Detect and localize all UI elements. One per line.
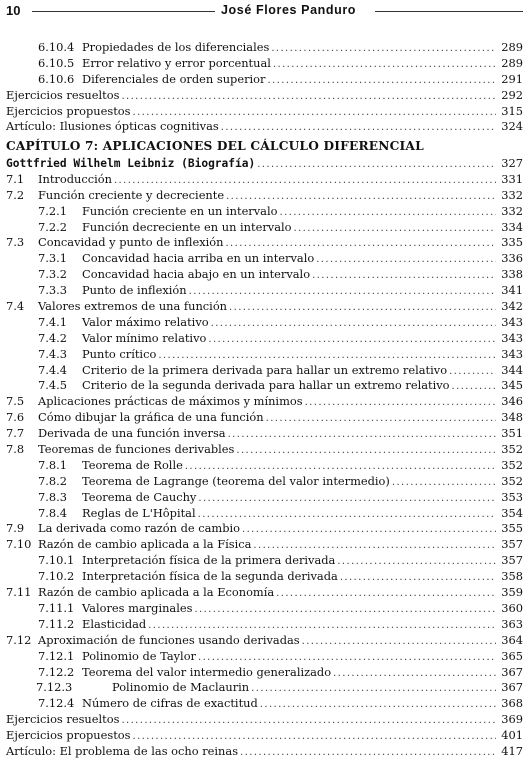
section-number: 7.4 <box>6 299 25 314</box>
leader-dots <box>337 554 496 570</box>
section-number: 7.8.1 <box>38 457 67 472</box>
page-ref: 292 <box>501 87 523 102</box>
section-title: Ejercicios resueltos <box>6 87 120 102</box>
section-title: Valor máximo relativo <box>82 314 209 329</box>
page-ref: 344 <box>501 362 523 377</box>
toc-row[interactable] <box>6 394 523 410</box>
leader-dots <box>251 681 496 697</box>
page-ref: 352 <box>501 442 523 457</box>
toc-row[interactable] <box>6 553 523 569</box>
section-number: 7.3.2 <box>38 267 67 282</box>
page-ref: 360 <box>501 600 523 615</box>
leader-dots <box>294 221 496 237</box>
toc-row[interactable] <box>6 490 523 506</box>
page-ref: 338 <box>501 267 523 282</box>
toc-row[interactable] <box>6 204 523 220</box>
leader-dots <box>121 89 496 105</box>
page-ref: 345 <box>501 378 523 393</box>
toc-row[interactable] <box>6 410 523 426</box>
section-number: 7.5 <box>6 394 25 409</box>
section-number: 7.6 <box>6 410 25 425</box>
section-number: 7.12.1 <box>38 648 75 663</box>
toc-row[interactable] <box>6 633 523 649</box>
page-ref: 335 <box>501 235 523 250</box>
page-ref: 346 <box>501 394 523 409</box>
section-title: Interpretación física de la segunda derivada <box>82 569 338 584</box>
page-ref: 368 <box>501 696 523 711</box>
leader-dots <box>333 666 496 682</box>
toc-row[interactable] <box>6 744 523 760</box>
section-title: Artículo: Ilusiones ópticas cognitivas <box>6 119 219 134</box>
section-title: Ejercicios propuestos <box>6 103 131 118</box>
toc-row-biography[interactable] <box>6 156 523 172</box>
section-number: 7.3.1 <box>38 251 67 266</box>
section-title: Concavidad hacia abajo en un intervalo <box>82 267 311 282</box>
page-ref: 401 <box>501 728 523 743</box>
section-title: La derivada como razón de cambio <box>38 521 241 536</box>
section-title: Concavidad hacia arriba en un intervalo <box>82 251 315 266</box>
section-number: 6.10.6 <box>38 71 75 86</box>
section-title: Criterio de la primera derivada para hallar un extremo relativo <box>82 362 448 377</box>
page-ref: 363 <box>501 616 523 631</box>
section-title: Elasticidad <box>82 616 147 631</box>
leader-dots <box>392 475 496 491</box>
leader-dots <box>257 157 496 173</box>
toc-row[interactable] <box>6 569 523 585</box>
section-number: 7.1 <box>6 171 25 186</box>
section-number: 7.9 <box>6 521 25 536</box>
page-ref: 359 <box>501 585 523 600</box>
section-title: Diferenciales de orden superior <box>82 71 266 86</box>
leader-dots <box>253 538 496 554</box>
leader-dots <box>276 586 496 602</box>
section-title: Artículo: El problema de las ocho reinas <box>6 743 239 758</box>
leader-dots <box>279 205 496 221</box>
leader-dots <box>242 522 496 538</box>
leader-dots <box>226 189 496 205</box>
toc-row[interactable] <box>6 378 523 394</box>
toc-row[interactable] <box>6 331 523 347</box>
section-title: Punto de inflexión <box>82 283 187 298</box>
leader-dots <box>302 634 496 650</box>
section-number: 6.10.5 <box>38 55 75 70</box>
toc-row[interactable] <box>6 665 523 681</box>
section-number: 7.3.3 <box>38 283 67 298</box>
page-ref: 341 <box>501 283 523 298</box>
leader-dots <box>198 650 496 666</box>
page-ref: 357 <box>501 537 523 552</box>
toc-row[interactable] <box>6 712 523 728</box>
page-number: 10 <box>6 3 21 18</box>
leader-dots <box>316 252 496 268</box>
toc-row[interactable] <box>6 104 523 120</box>
section-number: 7.4.2 <box>38 330 67 345</box>
section-title: Número de cifras de exactitud <box>82 696 258 711</box>
biography-title: Gottfried Wilhelm Leibniz (Biografía) <box>6 157 256 170</box>
toc-row[interactable] <box>6 696 523 712</box>
header-rule-right <box>375 11 523 12</box>
section-title: Introducción <box>38 171 112 186</box>
section-number: 7.2.2 <box>38 219 67 234</box>
page-ref: 327 <box>501 156 523 170</box>
toc-row[interactable] <box>6 363 523 379</box>
toc-section-before <box>6 40 523 135</box>
section-title: Criterio de la segunda derivada para hallar un extremo relativo <box>82 378 450 393</box>
section-title: Error relativo y error porcentual <box>82 55 271 70</box>
section-title: Ejercicios propuestos <box>6 728 131 743</box>
section-title: Razón de cambio aplicada a la Economía <box>38 585 275 600</box>
section-number: 7.10.2 <box>38 569 75 584</box>
toc-row[interactable] <box>6 474 523 490</box>
section-number: 7.12.2 <box>38 664 75 679</box>
page-ref: 353 <box>501 489 523 504</box>
page-ref: 331 <box>501 171 523 186</box>
page-ref: 315 <box>501 103 523 118</box>
chapter-title: CAPÍTULO 7: APLICACIONES DEL CÁLCULO DIFERENCIAL <box>6 139 424 153</box>
leader-dots <box>221 120 496 136</box>
toc-chapter-7 <box>6 156 523 760</box>
leader-dots <box>449 364 496 380</box>
section-title: Teorema de Lagrange (teorema del valor intermedio) <box>82 473 390 488</box>
page-ref: 357 <box>501 553 523 568</box>
toc-row[interactable] <box>6 521 523 537</box>
toc-row[interactable] <box>6 56 523 72</box>
leader-dots <box>340 570 496 586</box>
leader-dots <box>225 236 496 252</box>
page-ref: 351 <box>501 426 523 441</box>
toc-row[interactable] <box>6 458 523 474</box>
section-number: 6.10.4 <box>38 40 75 54</box>
section-number: 7.8.3 <box>38 489 67 504</box>
section-title: Teorema de Rolle <box>82 457 183 472</box>
leader-dots <box>240 745 496 761</box>
section-title: Teorema del valor intermedio generalizado <box>82 664 332 679</box>
page-ref: 332 <box>501 187 523 202</box>
running-header <box>6 2 523 22</box>
section-title: Aproximación de funciones usando derivadas <box>38 632 300 647</box>
page-ref: 352 <box>501 457 523 472</box>
leader-dots <box>452 379 496 395</box>
section-title: Interpretación física de la primera derivada <box>82 553 336 568</box>
leader-dots <box>211 316 496 332</box>
page-ref: 289 <box>501 40 523 54</box>
toc-row[interactable] <box>6 188 523 204</box>
toc-row[interactable] <box>6 40 523 56</box>
section-number: 7.4.5 <box>38 378 67 393</box>
page-ref: 343 <box>501 314 523 329</box>
section-title: Función creciente y decreciente <box>38 187 225 202</box>
page-ref: 358 <box>501 569 523 584</box>
page-ref: 367 <box>501 680 523 695</box>
section-number: 7.8.4 <box>38 505 67 520</box>
toc-row[interactable] <box>6 299 523 315</box>
leader-dots <box>114 173 496 189</box>
page-ref: 354 <box>501 505 523 520</box>
leader-dots <box>198 491 496 507</box>
section-number: 7.2 <box>6 187 25 202</box>
toc-row[interactable] <box>6 315 523 331</box>
leader-dots <box>189 284 496 300</box>
section-title: Punto crítico <box>82 346 157 361</box>
section-title: Polinomio de Taylor <box>82 648 196 663</box>
leader-dots <box>121 713 496 729</box>
leader-dots <box>236 443 496 459</box>
toc-row[interactable] <box>6 680 523 696</box>
section-title: Teoremas de funciones derivables <box>38 442 235 457</box>
section-number: 7.4.1 <box>38 314 67 329</box>
section-number: 7.10.1 <box>38 553 75 568</box>
page-ref: 364 <box>501 632 523 647</box>
toc-row[interactable] <box>6 585 523 601</box>
section-number: 7.2.1 <box>38 203 67 218</box>
section-title: Reglas de L'Hôpital <box>82 505 196 520</box>
page-ref: 369 <box>501 712 523 727</box>
section-title: Función creciente en un intervalo <box>82 203 278 218</box>
section-number: 7.12.3 <box>36 680 73 695</box>
toc-row[interactable] <box>6 119 523 135</box>
header-rule-left <box>32 11 215 12</box>
section-number: 7.11.2 <box>38 616 75 631</box>
leader-dots <box>198 507 496 523</box>
toc-row[interactable] <box>6 506 523 522</box>
section-title: Valores extremos de una función <box>38 299 228 314</box>
toc-row[interactable] <box>6 251 523 267</box>
leader-dots <box>312 268 496 284</box>
section-number: 7.4.3 <box>38 346 67 361</box>
section-number: 7.7 <box>6 426 25 441</box>
section-number: 7.12.4 <box>38 696 75 711</box>
section-title: Propiedades de los diferenciales <box>82 40 270 54</box>
toc-row[interactable] <box>6 172 523 188</box>
page-ref: 417 <box>501 743 523 758</box>
section-title: Valor mínimo relativo <box>82 330 207 345</box>
leader-dots <box>271 41 496 57</box>
section-number: 7.8.2 <box>38 473 67 488</box>
leader-dots <box>266 411 496 427</box>
page-ref: 332 <box>501 203 523 218</box>
page-ref: 343 <box>501 346 523 361</box>
section-title: Valores marginales <box>82 600 193 615</box>
leader-dots <box>260 697 496 713</box>
section-number: 7.8 <box>6 442 25 457</box>
section-title: Concavidad y punto de inflexión <box>38 235 224 250</box>
leader-dots <box>158 348 496 364</box>
toc-row[interactable] <box>6 426 523 442</box>
section-number: 7.11 <box>6 585 32 600</box>
toc-row[interactable] <box>6 617 523 633</box>
leader-dots <box>273 57 496 73</box>
section-title: Teorema de Cauchy <box>82 489 197 504</box>
toc-row[interactable] <box>6 267 523 283</box>
toc-row[interactable] <box>6 442 523 458</box>
section-title: Cómo dibujar la gráfica de una función <box>38 410 264 425</box>
section-title: Razón de cambio aplicada a la Física <box>38 537 252 552</box>
header-author: José Flores Panduro <box>221 3 357 17</box>
section-title: Derivada de una función inversa <box>38 426 226 441</box>
section-title: Polinomio de Maclaurin <box>112 680 250 695</box>
leader-dots <box>133 105 497 121</box>
leader-dots <box>208 332 496 348</box>
toc-row[interactable] <box>6 728 523 744</box>
leader-dots <box>185 459 496 475</box>
section-number: 7.3 <box>6 235 25 250</box>
leader-dots <box>228 427 496 443</box>
leader-dots <box>267 73 496 89</box>
page-ref: 291 <box>501 71 523 86</box>
leader-dots <box>148 618 496 634</box>
toc-row[interactable] <box>6 649 523 665</box>
toc-row[interactable] <box>6 88 523 104</box>
toc-row[interactable] <box>6 601 523 617</box>
section-title: Ejercicios resueltos <box>6 712 120 727</box>
section-title: Aplicaciones prácticas de máximos y mínimos <box>38 394 303 409</box>
page-ref: 352 <box>501 473 523 488</box>
leader-dots <box>305 395 496 411</box>
leader-dots <box>229 300 496 316</box>
section-number: 7.4.4 <box>38 362 67 377</box>
page-ref: 324 <box>501 119 523 134</box>
toc-row[interactable] <box>6 220 523 236</box>
page-ref: 348 <box>501 410 523 425</box>
section-number: 7.11.1 <box>38 600 75 615</box>
toc-row[interactable] <box>6 347 523 363</box>
page-ref: 336 <box>501 251 523 266</box>
page-ref: 334 <box>501 219 523 234</box>
toc-row[interactable] <box>6 283 523 299</box>
page-ref: 365 <box>501 648 523 663</box>
section-number: 7.12 <box>6 632 32 647</box>
toc-row[interactable] <box>6 72 523 88</box>
section-number: 7.10 <box>6 537 32 552</box>
page-ref: 342 <box>501 299 523 314</box>
leader-dots <box>194 602 496 618</box>
section-title: Función decreciente en un intervalo <box>82 219 292 234</box>
page-ref: 367 <box>501 664 523 679</box>
page-ref: 289 <box>501 55 523 70</box>
toc-row[interactable] <box>6 235 523 251</box>
toc-row[interactable] <box>6 537 523 553</box>
page-ref: 355 <box>501 521 523 536</box>
page-ref: 343 <box>501 330 523 345</box>
leader-dots <box>133 729 497 745</box>
